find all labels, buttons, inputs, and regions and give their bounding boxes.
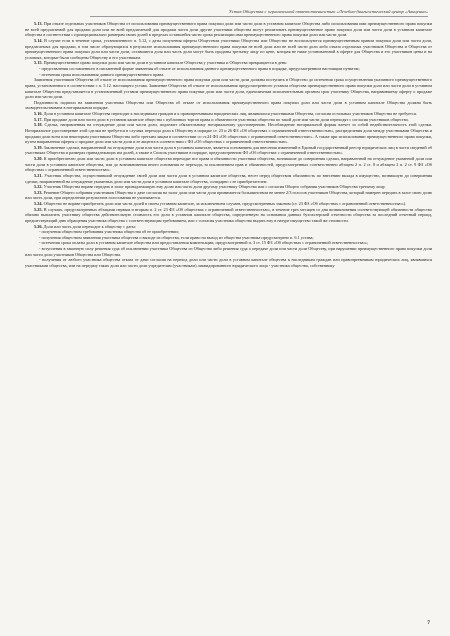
clause-paragraph bbox=[25, 77, 432, 100]
clause-number: 5.21. bbox=[34, 172, 43, 178]
clause-text: Преимущественное право покупки доли или части доли в уставном капитале Общества у участника и Общества прекращается в день: bbox=[43, 60, 288, 66]
clause-text: Заявления участников Общества об отказе от использования преимущественного права покупки доли или части доли должны поступить в Общество до истечения срока осуществления указанного преимущественного права, установленного в соответствии с п. 5.12. настоящего устава. Заявление Общества об отказе от использования предусмотренного уставом общества преимущественного права покупки доли или части доли в уставном капитале Общества представляется в установленный уставом преимущественного права покупки доли или части доли, единоличным исполнительным органом срок участнику Общества, направившему оферту о продаже доли или части доли. bbox=[25, 77, 432, 100]
clause-number: 5.24. bbox=[34, 201, 43, 206]
clause-text: Доли в уставном капитале Общества переходят к наследникам граждан и к правопреемникам юридических лиц, являвшихся участниками Общества, согласия остальных участников Общества не требуется. bbox=[43, 111, 417, 116]
clause-paragraph bbox=[25, 38, 432, 61]
running-header: Устав Общества с ограниченной ответственностью «Лечебно-диагностический центр «Авиценна» bbox=[90, 9, 428, 17]
clause-number: 5.26. bbox=[34, 223, 43, 229]
clause-text: - истечения срока оплаты доли в уставном капитале общества или предоставления компенсации, предусмотренной п. 3 ст. 15 ФЗ «Об обществах с ограниченной ответственностью»; bbox=[39, 240, 368, 246]
clause-paragraph bbox=[25, 173, 432, 184]
clause-text: Решение Общего собрания участников Общества о даче согласия на залог доли или части доли принимается большинством не менее 2/3 голосов участников Общества, который намерен передать в залог свою долю или часть доли, при определении результатов голосования не учитывается. bbox=[25, 189, 432, 201]
clause-paragraph bbox=[25, 100, 432, 111]
clause-number: 5.16. bbox=[34, 111, 43, 116]
clause-text: Заключение сделки, направленной на отчуждение доли или части доли в уставном капитале, является основанием для внесения изменений в Единый государственный реестр юридических лиц в части сведений об участниках Общества и размерах принадлежащих им долей, а также в Список участников в порядке, предусмотренном ФЗ «Об обществах с ограниченной ответственностью». bbox=[25, 144, 432, 156]
clause-text: Подлинность подписи на заявлении участника Общества или Общества об отказе от использования преимущественного права покупки доли или части доли в уставном капитале Общества должна быть засвидетельствована в нотариальном порядке. bbox=[25, 99, 432, 111]
clause-paragraph bbox=[25, 257, 432, 268]
clause-text: Участник Общества вправе передать в залог принадлежащую ему долю или часть доли другому участнику Общества или с согласия Общего собрания участников Общества третьему лицу. bbox=[43, 184, 386, 190]
clause-text: Участник общества, осуществивший отчуждение своей доли или части доли в уставном капитале общества, несет перед обществом обязанность по внесению вклада в имущество, возникшую до совершения сделки, направленной на отчуждение указанных доли или части доли в уставном капитале общества, солидарно с ее приобретателем. bbox=[25, 172, 432, 184]
clause-text: В случае если в течение срока, установленного п. 5.12, с даты получения оферты Обществом участники Общества или Общество не воспользуются преимущественным правом покупки доли или части доли, предлагаемых для продажи, в том числе образующихся в результате использования преимущественного права покупки не всей доли или не всей части доли либо отказа отдельных участников Общества и Общества от преимущественного права покупки доли или части доли, оставшиеся доля или часть доли могут быть проданы третьему лицу по цене, которая не ниже установленной в оферте для Общества и его участников цены и на условиях, которые были сообщены Обществу и его участникам. bbox=[25, 37, 432, 60]
clause-number: 5.14. bbox=[34, 37, 43, 43]
clause-paragraph bbox=[25, 190, 432, 201]
clause-paragraph bbox=[25, 21, 432, 38]
clause-text: - вступления в законную силу решения суда об исключении участника Общества из Общества либо решения суда о передаче доли или части доли Обществу, при нарушении преимущественного права покупки доли или части доли участников Общества или Общества. bbox=[25, 246, 432, 257]
clause-paragraph bbox=[25, 246, 432, 257]
clause-paragraph bbox=[25, 122, 432, 145]
clause-number: 5.18. bbox=[34, 122, 43, 128]
clause-number: 5.23. bbox=[34, 189, 43, 195]
clause-number: 5.17. bbox=[34, 116, 43, 122]
clause-text: Сделка, направленная на отчуждение доли или части доли, подлежит обязательному нотариальному удостоверению. Несоблюдение нотариальной формы влечет за собой недействительность этой сделки. Нотариальное удостоверение этой сделки не требуется в случаях перехода доли к Обществу в порядке ст. 23 и 26 ФЗ «Об обществах с ограниченной ответственностью», распределения доли между участниками Общества и продажи доли всем или некоторым участникам Общества либо третьим лицам в соответствии со ст.24 ФЗ «Об обществах с ограниченной ответственностью». А также при использовании преимущественного права покупки, путем направления оферты о продаже доли или части доли и ее акцепта в соответствии с ФЗ «Об обществах с ограниченной ответственностью». bbox=[25, 122, 432, 145]
clause-paragraph bbox=[25, 207, 432, 224]
clause-text: - получения обществом требования участника общества об ее приобретении; bbox=[39, 229, 179, 235]
clause-paragraph bbox=[25, 156, 432, 173]
clause-text: - получения обществом заявления участника общества о выходе из общества, если право на выход из общества участника предусмотрено п. 6.1 устава; bbox=[39, 234, 314, 240]
clause-text: Доли или часть доли переходит к обществу с даты: bbox=[43, 223, 136, 229]
clause-text: - представления составленного в письменной форме заявления об отказе от использования данного преимущественного права в порядке, предусмотренном настоящим пунктом; bbox=[39, 66, 360, 71]
clause-number: 5.25. bbox=[34, 206, 43, 212]
clause-text: При продаже доли или части доли в уставном капитале общества с публичных торгов права и обязанности участника общества по такой доле или части доли переходят с согласия участников общества. bbox=[43, 116, 409, 122]
clause-number: 5.20. bbox=[34, 156, 43, 161]
clause-text: В случаях, предусмотренных абзацами первым и вторым п. 2 ст. 23 ФЗ «Об обществах с ограниченной ответственностью», в течение трех месяцев со дня возникновения соответствующей обязанности общество обязано выплатить участнику общества действительную стоимость его доли в уставном капитале общества, определенную на основании данных бухгалтерской отчетности общества за последний отчетный период, предшествующий дню обращения участника общества с соответствующим требованием, или с согласия участника общества выдать ему в натуре имущество такой же стоимости. bbox=[25, 206, 432, 223]
clause-number: 5.22. bbox=[34, 184, 43, 190]
clause-text: Общество не вправе приобретать доли или части долей в своем уставном капитале, за исключением случаев, предусмотренных законом (ст. 23 ФЗ «Об обществах с ограниченной ответственностью»). bbox=[43, 201, 407, 206]
clause-text: К приобретателю доли или части доли в уставном капитале общества переходят все права и обязанности участника общества, возникшие до совершения сделки, направленной на отчуждение указанной доли или части доли в уставном капитале общества, или до возникновения иного основания ее перехода, за исключением прав и обязанностей, предусмотренных соответственно абзацем 2 п. 2 ст. 8 и абзацем 2 п. 2 ст. 9 ФЗ «Об обществах с ограниченной ответственностью». bbox=[25, 156, 432, 173]
clause-number: 5.13. bbox=[34, 21, 43, 26]
clause-text: При отказе отдельных участников Общества от использования преимущественного права покупки доли или части доли в уставном капитале Общества либо использования ими преимущественного права покупки не всей предлагаемой для продажи доли или не всей предлагаемой для продажи части доли другие участники общества могут реализовать преимущественное право покупки доли или части доли в уставном капитале общества в соответствии с пропорционально размерам своих долей в пределах оставшейся части срока реализации ими преимущественного права покупки доли или части доли. bbox=[25, 21, 432, 38]
clause-number: 5.15. bbox=[34, 60, 43, 66]
clause-number: 5.19. bbox=[34, 144, 43, 150]
clause-paragraph bbox=[25, 145, 432, 156]
clause-text: - получения от любого участника общества отказа от дачи согласия на переход доли или части доли в уставном капитале общества к наследникам граждан или правопреемникам юридических лиц, являвшихся участниками общества, или на передачу таких доли или части доли учредителям (участникам) ликвидированного юридического лица - участника общества, собственнику bbox=[25, 257, 432, 268]
clause-text: - истечения срока использования данного преимущественного права. bbox=[39, 71, 165, 77]
page-number: 7 bbox=[427, 620, 430, 626]
document-body bbox=[25, 21, 432, 616]
